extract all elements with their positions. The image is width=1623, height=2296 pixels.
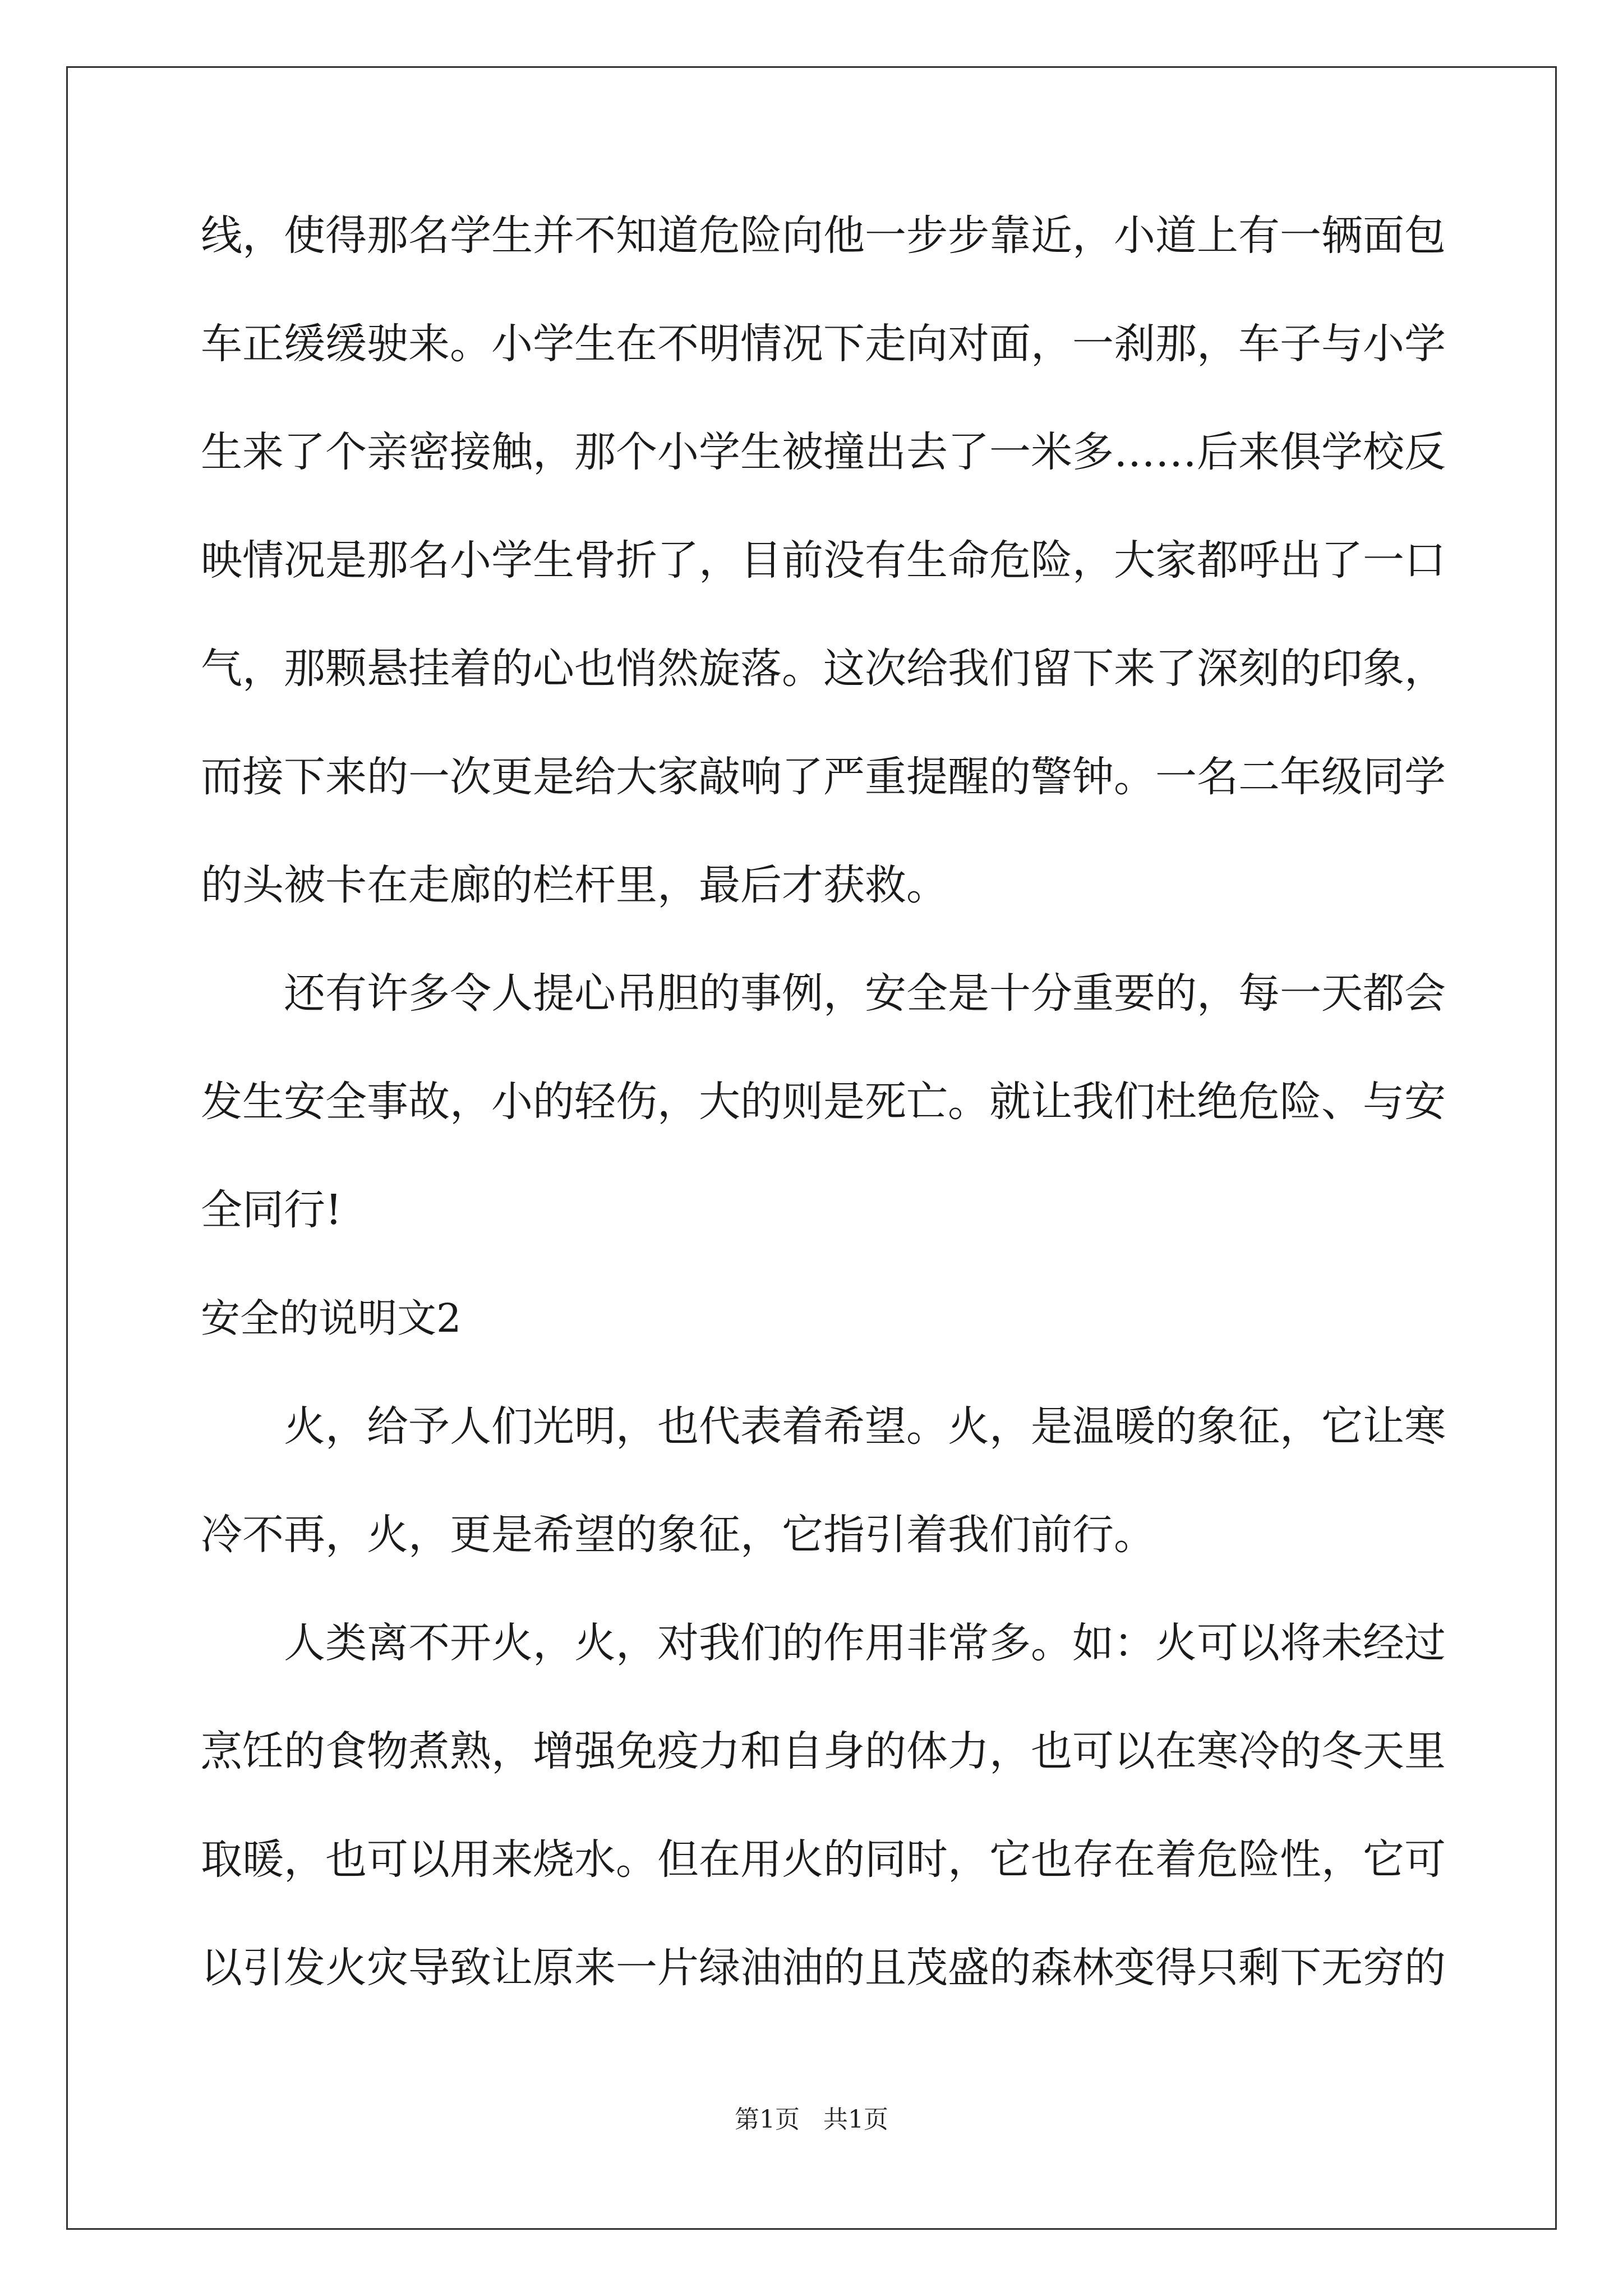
- paragraph-first-line: 人类离不开火，火，对我们的作用非常多。如：火可以将未经过: [284, 1619, 1446, 1667]
- body-line: 取暖，也可以用来烧水。但在用火的同时，它也存在着危险性，它可: [201, 1835, 1446, 1884]
- body-line: 全同行!: [201, 1186, 342, 1234]
- body-line: 发生安全事故，小的轻伤，大的则是死亡。就让我们杜绝危险、与安: [201, 1078, 1446, 1126]
- body-line: 的头被卡在走廊的栏杆里，最后才获救。: [201, 861, 948, 909]
- page-footer: 第1页 共1页: [735, 2105, 888, 2134]
- body-line: 冷不再，火，更是希望的象征，它指引着我们前行。: [201, 1511, 1155, 1559]
- paragraph-first-line: 火，给予人们光明，也代表着希望。火，是温暖的象征，它让寒: [284, 1402, 1446, 1451]
- paragraph-first-line: 还有许多令人提心吊胆的事例，安全是十分重要的，每一天都会: [284, 969, 1446, 1018]
- body-line: 以引发火灾导致让原来一片绿油油的且茂盛的森林变得只剩下无穷的: [201, 1944, 1446, 1992]
- body-line: 车正缓缓驶来。小学生在不明情况下走向对面，一刹那，车子与小学: [201, 320, 1446, 368]
- body-line: 气，那颗悬挂着的心也悄然旋落。这次给我们留下来了深刻的印象，: [201, 645, 1446, 693]
- document-body: [201, 202, 1446, 2042]
- body-line: 烹饪的食物煮熟，增强免疫力和自身的体力，也可以在寒冷的冬天里: [201, 1727, 1446, 1775]
- body-line: 线，使得那名学生并不知道危险向他一步步靠近，小道上有一辆面包: [201, 211, 1446, 260]
- body-line: 映情况是那名小学生骨折了，目前没有生命危险，大家都呼出了一口: [201, 536, 1446, 585]
- section-heading: 安全的说明文2: [201, 1295, 462, 1341]
- body-line: 生来了个亲密接触，那个小学生被撞出去了一米多……后来俱学校反: [201, 428, 1446, 476]
- body-line: 而接下来的一次更是给大家敲响了严重提醒的警钟。一名二年级同学: [201, 753, 1446, 801]
